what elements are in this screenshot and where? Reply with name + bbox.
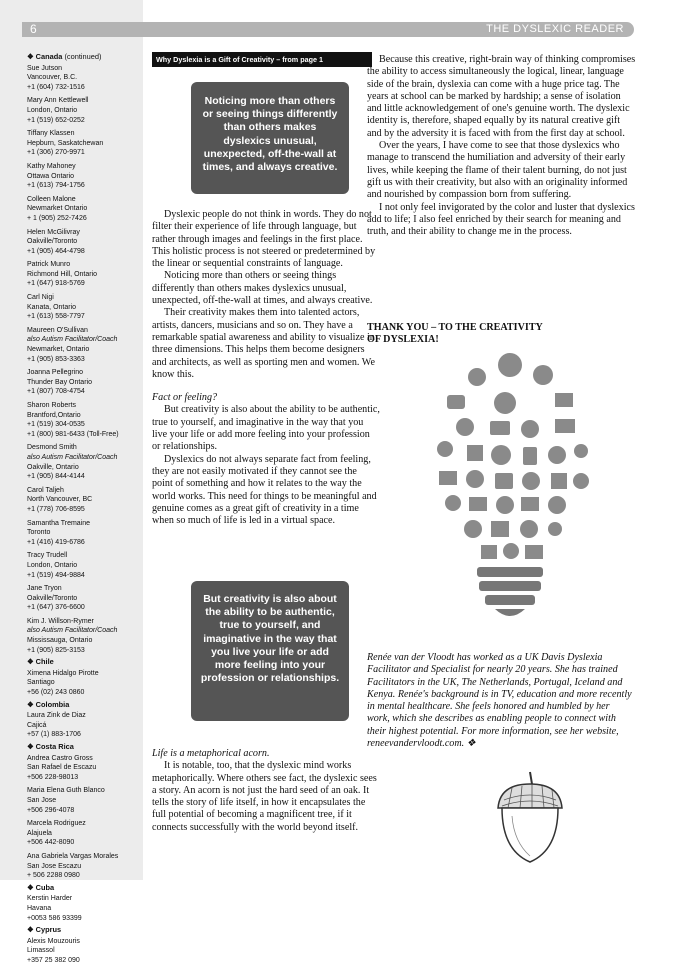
facilitator-name: Maureen O'Sullivan [27, 326, 88, 334]
facilitator-detail: +1 (905) 853-3363 [27, 355, 85, 363]
facilitator-name: Helen McGilivray [27, 228, 80, 236]
facilitator-detail: Cajicá [27, 721, 47, 729]
pie-chart-icon [466, 470, 484, 488]
map-pin-icon [445, 495, 461, 511]
facilitator-detail: +1 (905) 825-3153 [27, 646, 85, 654]
facilitator-name: Desmond Smith [27, 444, 77, 452]
publication-title: THE DYSLEXIC READER [486, 23, 624, 35]
facilitator-detail: +57 (1) 883-1706 [27, 731, 81, 739]
facilitator-name: Marcela Rodriguez [27, 820, 86, 828]
bulb-base-tip [495, 609, 525, 616]
facilitator-name: Carol Taljeh [27, 486, 64, 494]
article-paragraph: Because this creative, right-brain way of thinking compromises the ability to access simultaneously the logical, linear, language side of the brain, dyslexia can come with a huge price tag. The years at school can be marked by hardship; a sense of isolation and little acknowledgement of one's genuine worth. The dyslexic identity is, therefore, shaped equally by its natural creative gift and by the adversity it is faced with from the first day at school. [367, 54, 636, 139]
facilitator-detail: +56 (02) 243 0860 [27, 689, 85, 697]
facilitator-name: Kim J. Willson-Rymer [27, 617, 94, 625]
directory-entry [27, 64, 141, 93]
magnifier-icon [548, 446, 566, 464]
facilitator-detail: London, Ontario [27, 106, 78, 114]
facilitator-detail: Alajuela [27, 829, 52, 837]
phone-icon [523, 447, 537, 465]
directory-entry [27, 711, 141, 740]
facilitator-detail: +1 (778) 706-8595 [27, 505, 85, 513]
facilitator-detail: Newmarket Ontario [27, 205, 88, 213]
thank-you-line-2: OF DYSLEXIA! [367, 334, 439, 346]
facilitator-detail: +0053 586 93399 [27, 914, 82, 922]
country-heading: ❖ Colombia [27, 699, 70, 709]
directory-entry [27, 669, 141, 698]
facilitator-detail: Limassol [27, 947, 55, 955]
facilitator-detail: +1 (604) 732-1516 [27, 83, 85, 91]
directory-entry [27, 368, 141, 397]
piggy-bank-icon [533, 365, 553, 385]
bulb-base-ring-3 [485, 595, 535, 605]
facilitator-detail: +357 25 382 090 [27, 956, 80, 964]
clock-icon [494, 392, 516, 414]
facilitator-detail: +1 (613) 558-7797 [27, 313, 85, 321]
facilitator-role: also Autism Facilitator/Coach [27, 453, 118, 461]
facilitator-detail: San Rafael de Escazu [27, 764, 97, 772]
facilitator-detail: Richmond Hill, Ontario [27, 270, 98, 278]
bulb-base-ring-2 [479, 581, 541, 591]
directory-entry [27, 293, 141, 322]
article-paragraph: But creativity is also about the ability to be authentic, true to yourself, and imaginative in the way that you live your life or add more feeling into your profession or relationships. [152, 404, 380, 453]
camera-icon [521, 420, 539, 438]
facilitator-name: Kathy Mahoney [27, 162, 76, 170]
author-bio: Renée van der Vloodt has worked as a UK Davis Dyslexia Facilitator and Specialist for nearly 20 years. She has trained Facilitators in the UK, The Netherlands, Portugal, Iceland and Kenya. Renée's background is in TV, education and more recently in mental healthcare. She feels honored and humbled by her work, which she describes as enabling people to connect with their highest potential. For more information, see her website, reneevandervloodt.com. ❖ [367, 652, 632, 750]
facilitator-detail: + 506 2288 0980 [27, 872, 80, 880]
directory-entry [27, 129, 141, 158]
pull-quote-1: Noticing more than others or seeing things differently than others makes dyslexics unusual, unexpected, off-the-wall at times, and always creative. [191, 82, 349, 194]
laptop-icon [469, 497, 487, 511]
directory-entry [27, 819, 141, 848]
facilitator-name: Alexis Mouzouris [27, 937, 80, 945]
thank-you-heading [367, 322, 543, 347]
article-paragraph: Noticing more than others or seeing things differently than others makes dyslexics unusual, unexpected, off-the-wall at times, and always creative. [152, 270, 373, 307]
directory-entry [27, 894, 141, 923]
country-heading: ❖ Costa Rica [27, 742, 74, 751]
facilitator-detail: +1 (800) 981-6433 (Toll-Free) [27, 430, 119, 438]
gamepad-icon [447, 395, 465, 409]
directory-entry [27, 584, 141, 613]
article-paragraph: Dyslexics do not always separate fact from feeling, they are not easily motivated if they cannot see the point of something and how it relates to the way the world works. This need for things to be meaningful and genuine comes as a great gift of creativity in a time when so much of life is led in a virtual space. [152, 453, 377, 527]
facilitator-name: Maria Elena Guth Blanco [27, 787, 105, 795]
compass-icon [520, 520, 538, 538]
facilitator-name: Joanna Pellegrino [27, 369, 84, 377]
shopping-cart-icon [491, 445, 511, 465]
facilitator-detail: +1 (905) 464-4798 [27, 247, 85, 255]
facilitator-detail: +506 296-4078 [27, 806, 75, 814]
facilitator-name: Samantha Tremaine [27, 519, 91, 527]
facilitator-detail: +1 (306) 270-9971 [27, 149, 85, 157]
facilitator-detail: +1 (613) 794-1756 [27, 182, 85, 190]
facilitator-detail: Thunder Bay Ontario [27, 378, 92, 386]
facilitator-detail: +1 (519) 494-9884 [27, 571, 85, 579]
movie-camera-icon [555, 419, 575, 433]
directory-entry [27, 260, 141, 289]
bag-icon [481, 545, 497, 559]
directory-entry [27, 937, 141, 965]
page-number: 6 [30, 22, 37, 36]
facilitator-detail: San Jose Escazu [27, 862, 82, 870]
rocket-icon [573, 473, 589, 489]
facilitator-detail: Mississauga, Ontario [27, 637, 93, 645]
directory-entry [27, 786, 141, 815]
bird-icon [468, 368, 486, 386]
facilitator-name: Jane Tryon [27, 585, 62, 593]
calendar-icon [467, 445, 483, 461]
facilitator-detail: Newmarket, Ontario [27, 346, 90, 354]
directory-entry [27, 195, 141, 224]
monitor-icon [525, 545, 543, 559]
facilitator-name: Ana Gabriela Vargas Morales [27, 852, 119, 860]
directory-entry [27, 228, 141, 257]
directory-entry [27, 443, 141, 481]
facilitator-detail: +1 (807) 708-4754 [27, 388, 85, 396]
facilitator-detail: +1 (416) 419-6786 [27, 538, 85, 546]
music-note-icon [456, 418, 474, 436]
facilitator-name: Ximena Hidalgo Pirotte [27, 669, 99, 677]
facilitator-detail: London, Ontario [27, 561, 78, 569]
country-heading: ❖ Chile [27, 657, 54, 667]
section-heading: Life is a metaphorical acorn. [152, 748, 270, 759]
continued-label: Why Dyslexia is a Gift of Creativity – from page 1 [152, 52, 372, 67]
trophy-icon [522, 472, 540, 490]
facilitator-name: Kerstin Harder [27, 895, 73, 903]
facilitator-name: Sue Jutson [27, 64, 63, 72]
printer-icon [551, 473, 567, 489]
facilitator-detail: +1 (647) 376-6600 [27, 604, 85, 612]
facilitator-name: Sharon Roberts [27, 402, 77, 409]
directory-entry [27, 162, 141, 191]
atom-icon [464, 520, 482, 538]
microphone-icon [503, 543, 519, 559]
directory-entry [27, 401, 141, 439]
facilitator-detail: Santiago [27, 679, 55, 687]
lightbulb-small-icon [437, 441, 453, 457]
facilitator-name: Colleen Malone [27, 195, 76, 203]
briefcase-icon [495, 473, 513, 489]
lightbulb-icon-collage [405, 345, 615, 625]
heart-icon [548, 522, 562, 536]
country-heading: ❖ Cuba [27, 882, 55, 892]
eye-icon [548, 496, 566, 514]
facilitator-detail: +1 (519) 652-0252 [27, 116, 85, 124]
facilitator-detail: North Vancouver, BC [27, 496, 93, 504]
facilitator-directory [27, 50, 141, 965]
folder-icon [439, 471, 457, 485]
article-paragraph: I not only feel invigorated by the color and luster that dyslexics add to life; I also feel enriched by their search for meaning and truth, and their ability to change me in the process. [367, 201, 635, 238]
facilitator-detail: Ottawa Ontario [27, 172, 75, 180]
article-body-column-1-bottom [152, 737, 380, 834]
facilitator-detail: +1 (905) 844-4144 [27, 473, 85, 481]
facilitator-detail: Kanata, Ontario [27, 303, 77, 311]
facilitator-name: Carl Nigi [27, 294, 54, 302]
facilitator-detail: Oakville/Toronto [27, 594, 78, 602]
directory-entry [27, 852, 141, 881]
facilitator-name: Laura Zink de Diaz [27, 712, 86, 720]
facilitator-detail: Hepburn, Saskatchewan [27, 139, 104, 147]
directory-entry [27, 96, 141, 125]
facilitator-detail: Havana [27, 904, 52, 912]
globe-icon [574, 444, 588, 458]
facilitator-name: Mary Ann Kettlewell [27, 97, 89, 105]
directory-entry [27, 519, 141, 548]
facilitator-detail: Oakville/Toronto [27, 238, 78, 246]
facilitator-detail: Brantford,Ontario [27, 411, 81, 419]
facilitator-detail: San Jose [27, 796, 57, 804]
facilitator-detail: + 1 (905) 252-7426 [27, 214, 87, 222]
facilitator-detail: +1 (647) 918-5769 [27, 280, 85, 288]
headphones-icon [496, 496, 514, 514]
facilitator-name: Andrea Castro Gross [27, 754, 93, 762]
facilitator-detail: Toronto [27, 529, 51, 537]
article-paragraph: Dyslexic people do not think in words. They do not filter their experience of life through language, but rather through images and feelings in the first place. This holistic process is not steered or predetermined by the linear or sequential constraints of language. [152, 209, 376, 270]
gear-icon [498, 353, 522, 377]
facilitator-name: Tiffany Klassen [27, 130, 75, 138]
facilitator-detail: Oakville, Ontario [27, 463, 79, 471]
bulb-base-ring-1 [477, 567, 543, 577]
directory-entry [27, 326, 141, 364]
envelope-icon [521, 497, 539, 511]
article-body-column-1 [152, 209, 380, 527]
directory-entry [27, 617, 141, 655]
plane-icon [491, 521, 509, 537]
section-heading: Fact or feeling? [152, 392, 218, 404]
pull-quote-2: But creativity is also about the ability to be authentic, true to yourself, and imaginative in the way that you live your life or add more feeling into your profession or relationships. [191, 581, 349, 721]
directory-entry [27, 486, 141, 515]
article-body-column-2 [367, 54, 637, 238]
facilitator-role: also Autism Facilitator/Coach [27, 627, 118, 635]
country-note: (continued) [62, 52, 102, 61]
facilitator-detail: +506 228-98013 [27, 773, 79, 781]
directory-entry [27, 754, 141, 783]
country-heading: ❖ Canada (continued) [27, 52, 102, 61]
article-paragraph: It is notable, too, that the dyslexic mind works metaphorically. Where others see fact, the dyslexic sees a story. An acorn is not just the hard seed of an oak. It tells the story of life itself, in how it encapsulates the full potential of becoming a magnificent tree, if it connects successfully with the world beyond itself. [152, 760, 377, 833]
facilitator-role: also Autism Facilitator/Coach [27, 336, 118, 344]
facilitator-name: Patrick Munro [27, 261, 71, 269]
facilitator-name: Tracy Trudell [27, 552, 68, 560]
country-heading: ❖ Cyprus [27, 925, 62, 935]
facilitator-detail: Vancouver, B.C. [27, 74, 78, 82]
tv-icon [490, 421, 510, 435]
thank-you-line-1: THANK YOU – TO THE CREATIVITY [367, 322, 543, 333]
article-paragraph: Their creativity makes them into talented actors, artists, dancers, musicians and so on. They have a remarkable spatial awareness and ability to visualize in three dimensions. This helps them become designers and architects, as well as sporting men and women. We know this. [152, 307, 375, 380]
article-column-1-header [152, 52, 377, 67]
directory-entry [27, 551, 141, 580]
article-paragraph: Over the years, I have come to see that those dyslexics who manage to transcend the humiliation and adversity of their early lives, while keeping the flame of their talent burning, do not just gift us with their creativity, but also with an originality informed and nourished by compassion born from suffering. [367, 140, 628, 201]
book-icon [555, 393, 573, 407]
facilitator-detail: +1 (519) 304-0535 [27, 421, 85, 429]
facilitator-detail: +506 442-8090 [27, 839, 75, 847]
acorn-icon [490, 770, 570, 865]
